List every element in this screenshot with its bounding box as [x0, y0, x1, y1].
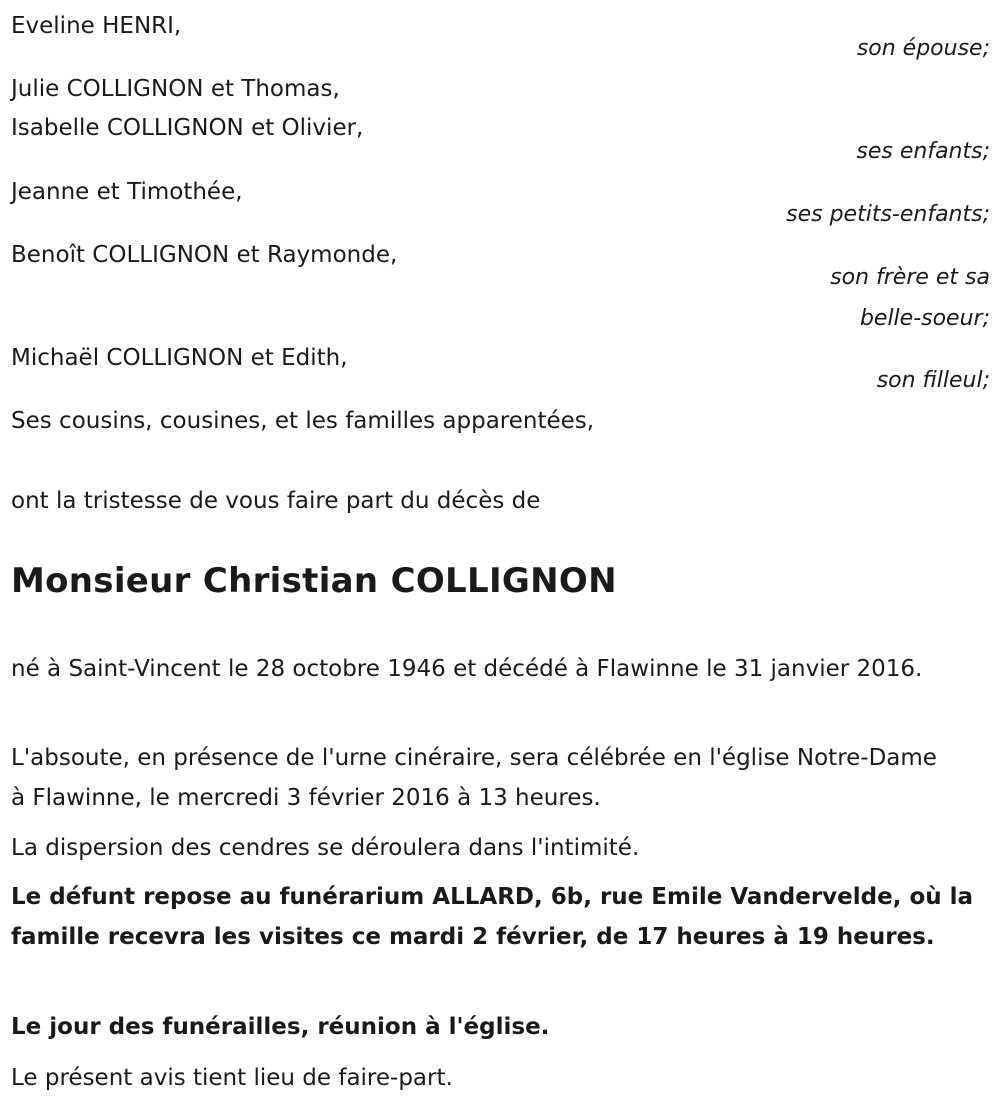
godson-role: son filleul;: [876, 368, 990, 393]
children-role: ses enfants;: [856, 139, 990, 164]
birth-death-text: né à Saint-Vincent le 28 octobre 1946 et décédé à Flawinne le 31 janvier 2016.: [11, 656, 923, 682]
child-2-name: Isabelle COLLIGNON et Olivier,: [11, 115, 364, 141]
relatives-line: Ses cousins, cousines, et les familles apparentées,: [11, 408, 595, 434]
spouse-name: Eveline HENRI,: [11, 13, 182, 39]
visitation-text: Le défunt repose au funérarium ALLARD, 6b, rue Emile Vandervelde, où la famille recevra les visites ce mardi 2 février, de 17 heures à 19 heures.: [11, 884, 974, 950]
ceremony-text: L'absoute, en présence de l'urne cinéraire, sera célébrée en l'église Notre-Dame à Flawinne, le mercredi 3 février 2016 à 13 heures.: [11, 745, 937, 811]
grandchildren-names: Jeanne et Timothée,: [11, 179, 243, 205]
sibling-names: Benoît COLLIGNON et Raymonde,: [11, 242, 398, 268]
spouse-role: son épouse;: [856, 36, 990, 61]
child-1-name: Julie COLLIGNON et Thomas,: [11, 76, 340, 102]
announcement-intro: ont la tristesse de vous faire part du décès de: [11, 488, 541, 514]
notice-text: Le présent avis tient lieu de faire-part.: [11, 1065, 453, 1091]
meeting-text: Le jour des funérailles, réunion à l'église.: [11, 1014, 550, 1040]
sibling-role-line-2: belle-soeur;: [859, 306, 990, 331]
deceased-name: Monsieur Christian COLLIGNON: [11, 561, 617, 601]
godson-names: Michaël COLLIGNON et Edith,: [11, 345, 348, 371]
grandchildren-role: ses petits-enfants;: [786, 202, 990, 227]
sibling-role-line-1: son frère et sa: [830, 265, 990, 290]
ashes-text: La dispersion des cendres se déroulera dans l'intimité.: [11, 835, 640, 861]
